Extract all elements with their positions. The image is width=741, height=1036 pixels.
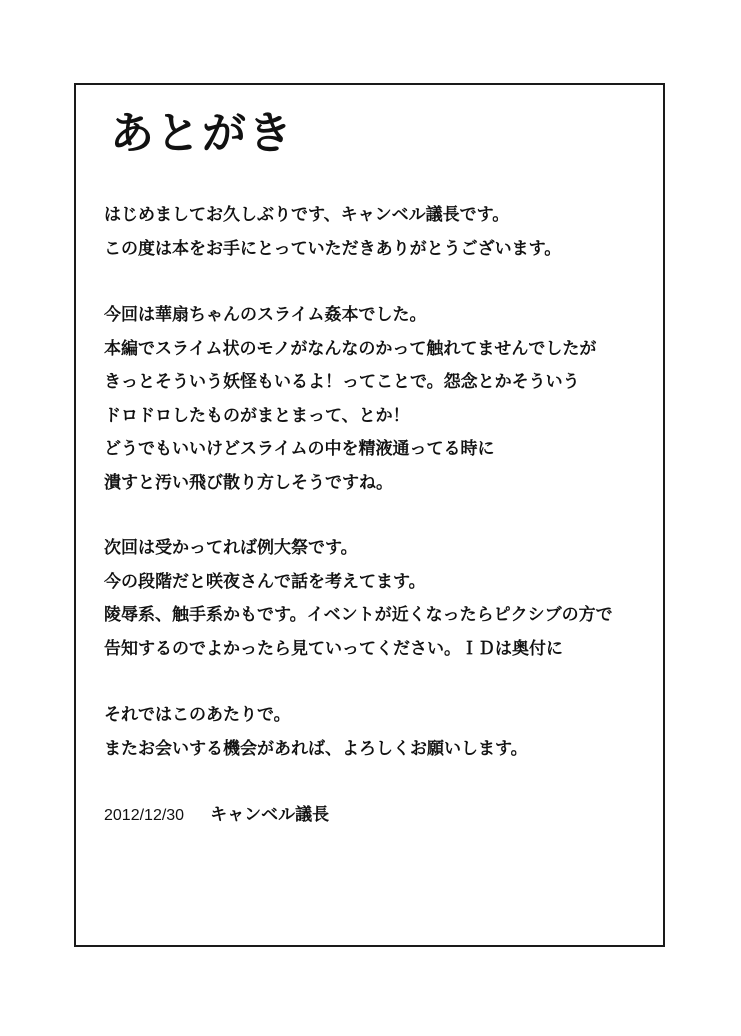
text-line: 今回は華扇ちゃんのスライム姦本でした。 [104, 305, 427, 325]
text-line: 次回は受かってれば例大祭です。 [104, 538, 358, 558]
paragraph-next-time [104, 532, 613, 666]
text-line: 告知するのでよかったら見ていってください。ＩＤは奥付に [104, 638, 563, 659]
signature [104, 800, 329, 831]
text-line: それではこのあたりで。 [104, 705, 291, 725]
paragraph-this-book [104, 299, 596, 500]
paragraph-closing [104, 699, 528, 766]
page-title: あとがき [110, 108, 294, 159]
text-line: ドロドロしたものがまとまって、とか！ [104, 405, 410, 426]
text-line: 本編でスライム状のモノがなんなのかって触れてませんでしたが [104, 338, 597, 359]
paragraph-greeting [104, 199, 561, 266]
text-line: またお会いする機会があれば、よろしくお願いします。 [104, 738, 528, 759]
text-line: 潰すと汚い飛び散り方しそうですね。 [104, 472, 393, 493]
text-line: きっとそういう妖怪もいるよ！ってことで。怨念とかそういう [104, 372, 580, 392]
text-line: この度は本をお手にとっていただきありがとうございます。 [104, 238, 562, 259]
text-line: 陵辱系、触手系かもです。イベントが近くなったらピクシブの方で [104, 605, 613, 625]
text-line: どうでもいいけどスライムの中を精液通ってる時に [104, 439, 495, 459]
signature-author: キャンベル議長 [210, 805, 330, 825]
text-line: 今の段階だと咲夜さんで話を考えてます。 [104, 571, 426, 592]
signature-date: 2012/12/30 [104, 807, 185, 824]
text-line: はじめましてお久しぶりです、キャンベル議長です。 [104, 205, 510, 225]
